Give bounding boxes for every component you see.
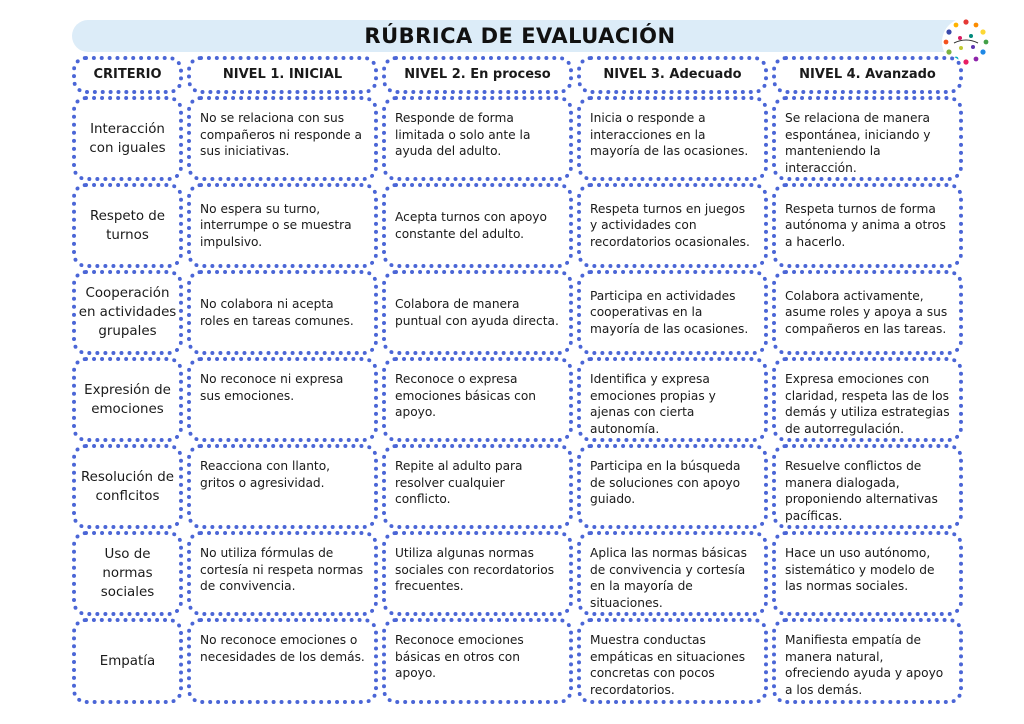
page-title: RÚBRICA DE EVALUACIÓN bbox=[364, 24, 676, 48]
level-cell: Repite al adulto para resolver cualquier conflicto. bbox=[382, 444, 573, 529]
level-cell: Inicia o responde a interacciones en la mayoría de las ocasiones. bbox=[577, 96, 768, 181]
level-cell: No reconoce emociones o necesidades de los demás. bbox=[187, 618, 378, 704]
level-cell: Manifiesta empatía de manera natural, ofreciendo ayuda y apoyo a los demás. bbox=[772, 618, 963, 704]
criterion-cell: Resolución de conflcitos bbox=[72, 444, 183, 529]
header-level-3: NIVEL 3. Adecuado bbox=[577, 56, 768, 94]
level-cell: Participa en la búsqueda de soluciones con apoyo guiado. bbox=[577, 444, 768, 529]
header-level-4: NIVEL 4. Avanzado bbox=[772, 56, 963, 94]
criterion-cell: Uso de normas sociales bbox=[72, 531, 183, 616]
level-cell: No se relaciona con sus compañeros ni responde a sus iniciativas. bbox=[187, 96, 378, 181]
level-cell: Hace un uso autónomo, sistemático y modelo de las normas sociales. bbox=[772, 531, 963, 616]
level-cell: No colabora ni acepta roles en tareas comunes. bbox=[187, 270, 378, 355]
header-level-1: NIVEL 1. INICIAL bbox=[187, 56, 378, 94]
level-cell: Colabora de manera puntual con ayuda directa. bbox=[382, 270, 573, 355]
level-cell: Expresa emociones con claridad, respeta las de los demás y utiliza estrategias de autorregulación. bbox=[772, 357, 963, 442]
level-cell: Respeta turnos en juegos y actividades con recordatorios ocasionales. bbox=[577, 183, 768, 268]
level-cell: Se relaciona de manera espontánea, iniciando y manteniendo la interacción. bbox=[772, 96, 963, 181]
criterion-cell: Respeto de turnos bbox=[72, 183, 183, 268]
rubric-grid bbox=[70, 56, 970, 704]
level-cell: Participa en actividades cooperativas en la mayoría de las ocasiones. bbox=[577, 270, 768, 355]
level-cell: Responde de forma limitada o solo ante la ayuda del adulto. bbox=[382, 96, 573, 181]
header-criterion: CRITERIO bbox=[72, 56, 183, 94]
level-cell: Resuelve conflictos de manera dialogada, proponiendo alternativas pacíficas. bbox=[772, 444, 963, 529]
level-cell: Respeta turnos de forma autónoma y anima a otros a hacerlo. bbox=[772, 183, 963, 268]
level-cell: Aplica las normas básicas de convivencia y cortesía en la mayoría de situaciones. bbox=[577, 531, 768, 616]
level-cell: Muestra conductas empáticas en situaciones concretas con pocos recordatorios. bbox=[577, 618, 768, 704]
level-cell: Colabora activamente, asume roles y apoya a sus compañeros en las tareas. bbox=[772, 270, 963, 355]
criterion-cell: Expresión de emociones bbox=[72, 357, 183, 442]
level-cell: Reconoce o expresa emociones básicas con apoyo. bbox=[382, 357, 573, 442]
level-cell: Reacciona con llanto, gritos o agresividad. bbox=[187, 444, 378, 529]
criterion-cell: Cooperación en actividades grupales bbox=[72, 270, 183, 355]
header-level-2: NIVEL 2. En proceso bbox=[382, 56, 573, 94]
level-cell: Acepta turnos con apoyo constante del adulto. bbox=[382, 183, 573, 268]
criterion-cell: Interacción con iguales bbox=[72, 96, 183, 181]
level-cell: No utiliza fórmulas de cortesía ni respeta normas de convivencia. bbox=[187, 531, 378, 616]
level-cell: Reconoce emociones básicas en otros con apoyo. bbox=[382, 618, 573, 704]
level-cell: Utiliza algunas normas sociales con recordatorios frecuentes. bbox=[382, 531, 573, 616]
level-cell: Identifica y expresa emociones propias y ajenas con cierta autonomía. bbox=[577, 357, 768, 442]
title-banner bbox=[72, 20, 968, 52]
level-cell: No espera su turno, interrumpe o se muestra impulsivo. bbox=[187, 183, 378, 268]
criterion-cell: Empatía bbox=[72, 618, 183, 704]
level-cell: No reconoce ni expresa sus emociones. bbox=[187, 357, 378, 442]
